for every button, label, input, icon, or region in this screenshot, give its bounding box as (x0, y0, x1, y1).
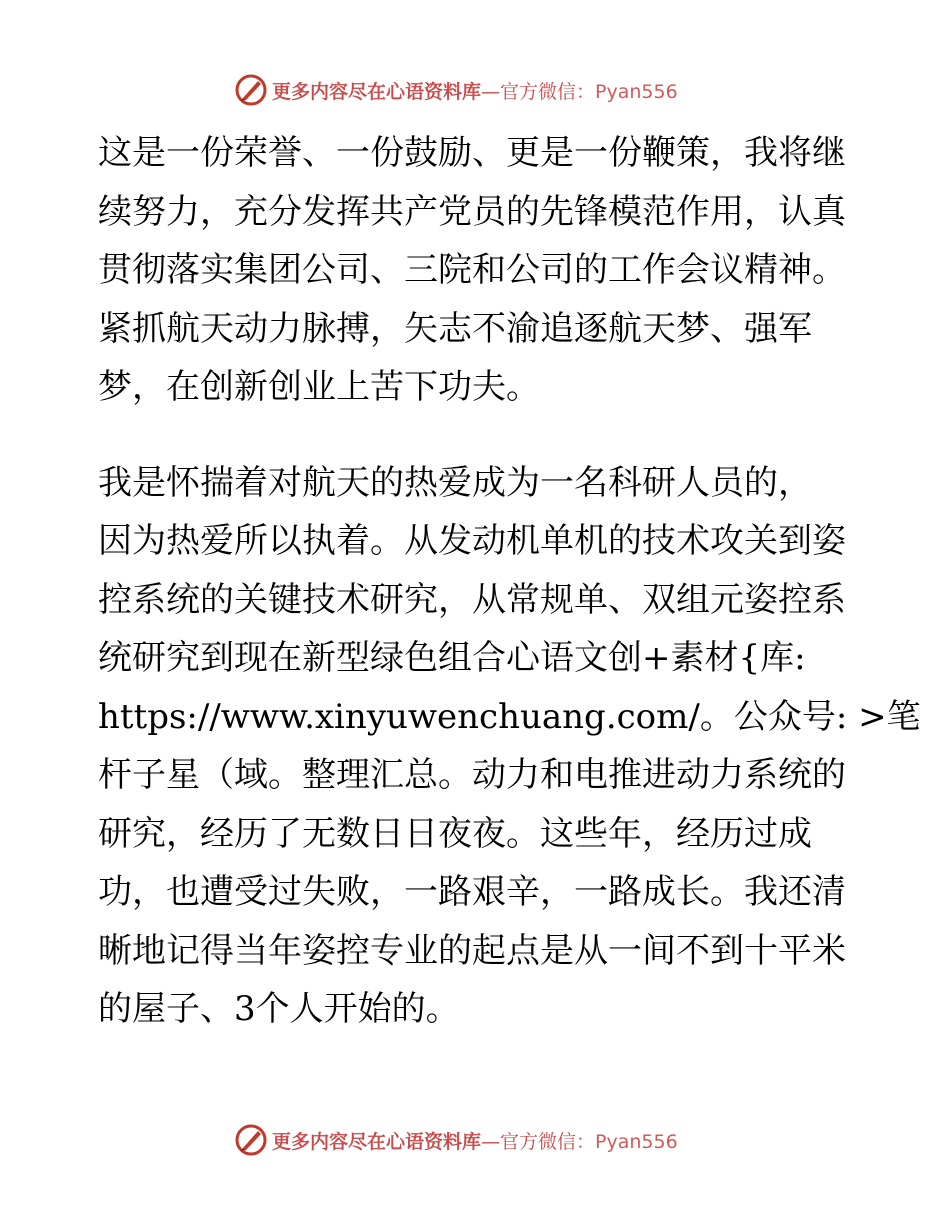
watermark-id: Pyan556 (595, 1130, 678, 1153)
text-line: 梦，在创新创业上苦下功夫。 (98, 367, 540, 407)
watermark-sub: 官方微信： (500, 80, 596, 103)
watermark-main: 更多内容尽在心语资料库 (272, 80, 482, 103)
text-line: https://www.xinyuwenchuang.com/。公众号: >笔 (98, 696, 921, 737)
document-body (98, 124, 921, 1039)
watermark-sub: 官方微信： (500, 1130, 596, 1153)
paragraph-2 (98, 454, 921, 1039)
text-line: 续努力，充分发挥共产党员的先锋模范作用，认真 (98, 191, 846, 232)
watermark-dash: — (481, 1130, 501, 1153)
quill-logo-icon (234, 1123, 268, 1157)
text-line: 我是怀揣着对航天的热爱成为一名科研人员的， (98, 462, 812, 503)
text-line: 杆子星（域。整理汇总。动力和电推进动力系统的 (98, 755, 846, 795)
text-line: 控系统的关键技术研究，从常规单、双组元姿控系 (98, 579, 846, 620)
text-line: 的屋子、3个人开始的。 (98, 989, 460, 1029)
text-line: 晰地记得当年姿控专业的起点是从一间不到十平米 (98, 930, 846, 971)
text-line: 贯彻落实集团公司、三院和公司的工作会议精神。 (98, 250, 846, 290)
text-line: 统研究到现在新型绿色组合心语文创+素材{库: (98, 638, 806, 678)
header-watermark (234, 72, 734, 108)
text-line: 研究，经历了无数日日夜夜。这些年，经历过成 (98, 813, 812, 854)
text-line: 紧抓航天动力脉搏，矢志不渝追逐航天梦、强军 (98, 308, 812, 349)
text-line: 因为热爱所以执着。从发动机单机的技术攻关到姿 (98, 521, 846, 561)
paragraph-1 (98, 124, 858, 417)
footer-watermark (234, 1122, 734, 1158)
watermark-dash: — (481, 80, 501, 103)
watermark-main: 更多内容尽在心语资料库 (272, 1130, 482, 1153)
watermark-id: Pyan556 (595, 80, 678, 103)
watermark-text (272, 1127, 678, 1154)
text-line: 功，也遭受过失败，一路艰辛，一路成长。我还清 (98, 872, 846, 912)
text-line: 这是一份荣誉、一份鼓励、更是一份鞭策，我将继 (98, 133, 846, 173)
quill-logo-icon (234, 73, 268, 107)
watermark-text (272, 77, 678, 104)
